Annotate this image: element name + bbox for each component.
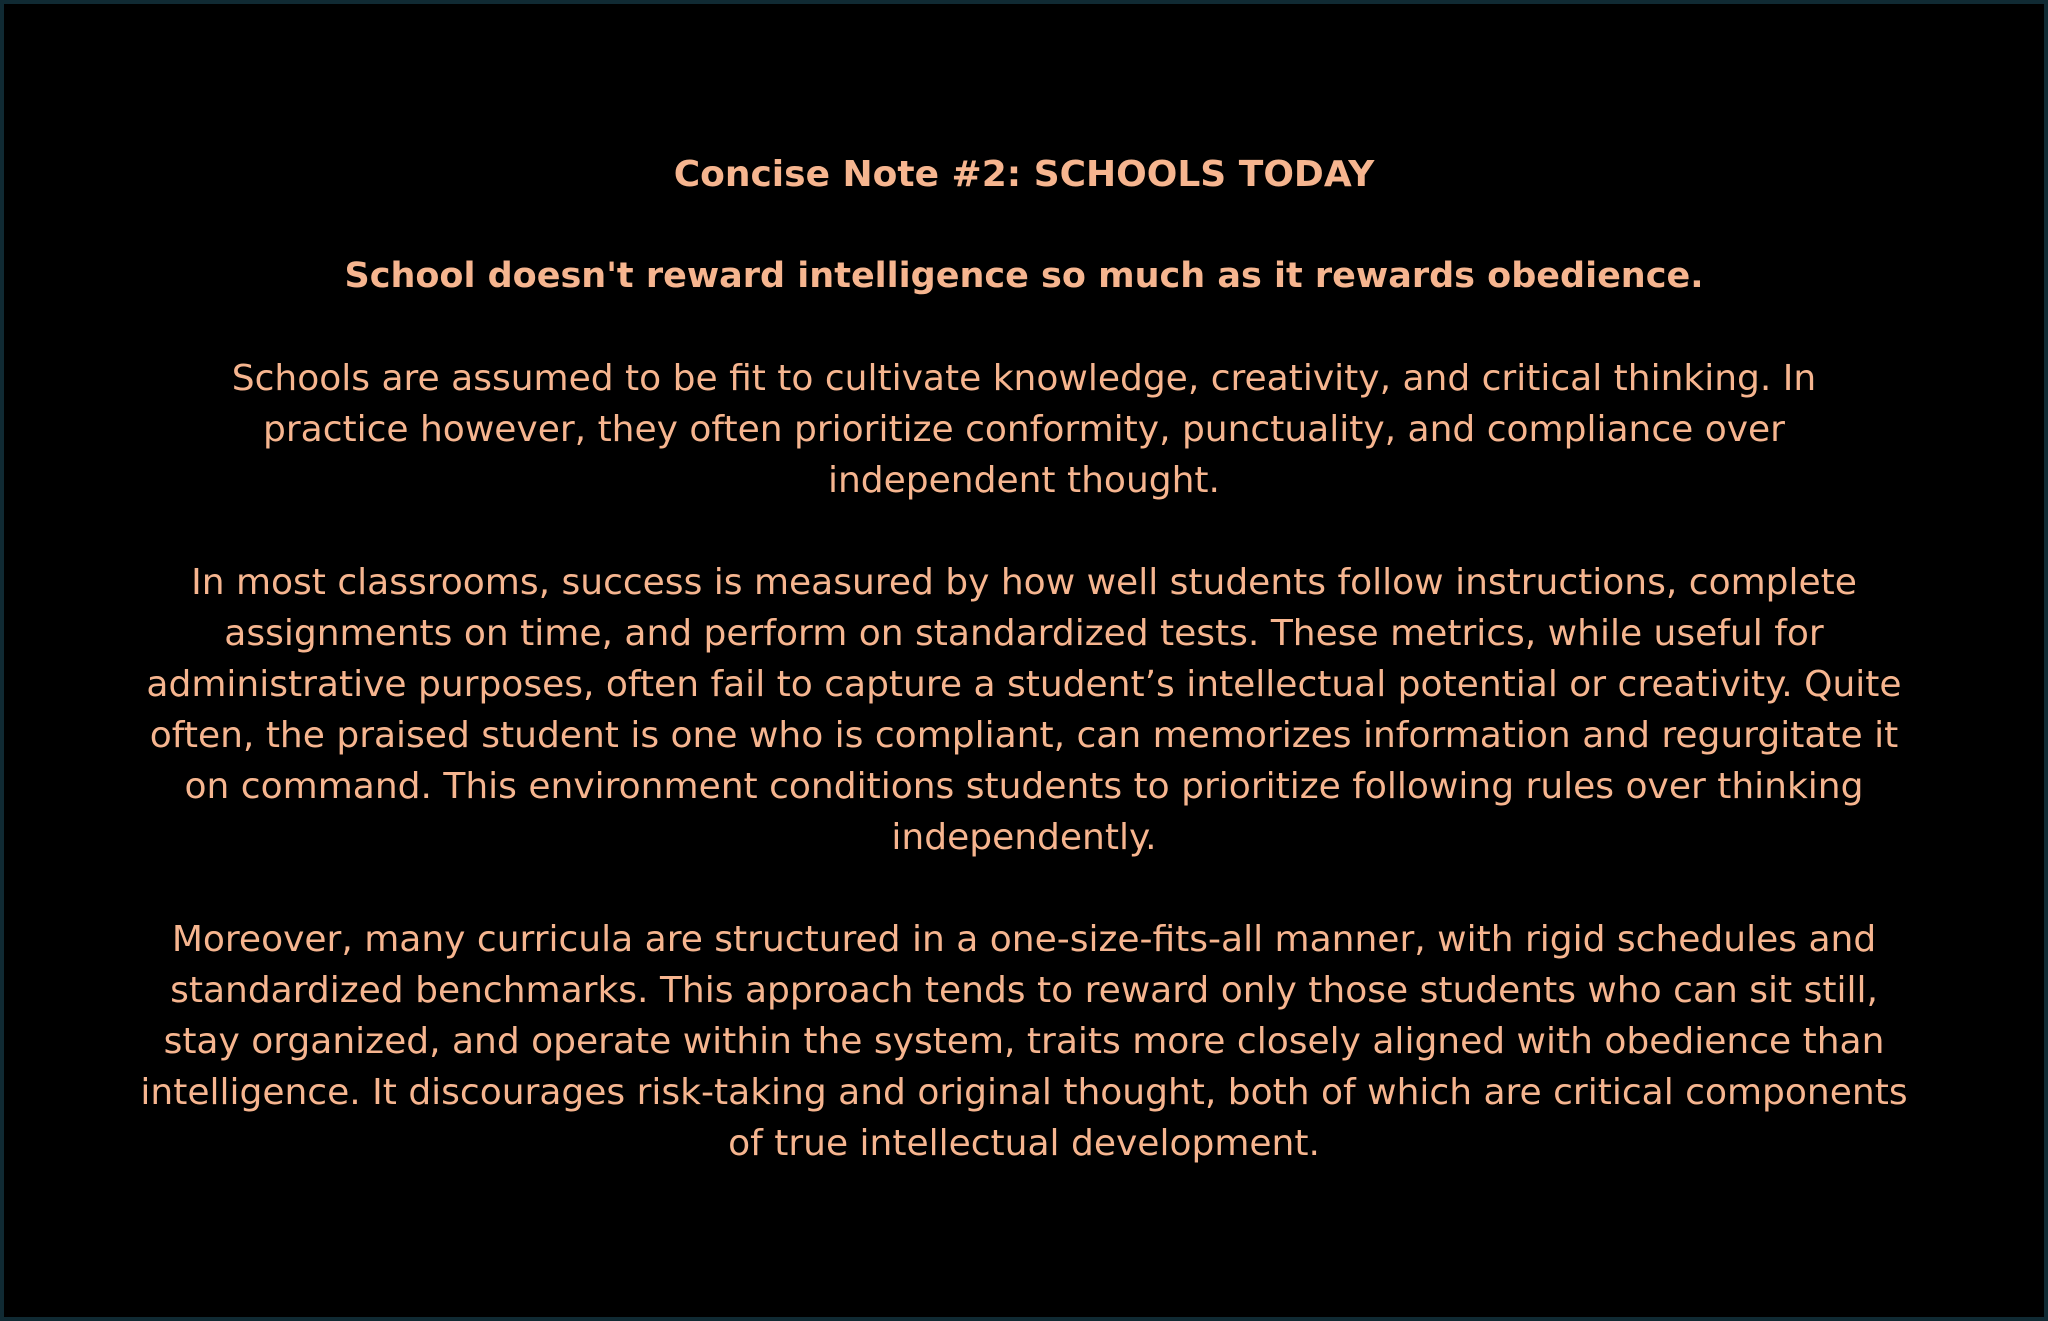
- note-paragraph-1: Schools are assumed to be fit to cultivate knowledge, creativity, and critical thinking. In practice however, they often prioritize conformity, punctuality, and compliance over independent thought.: [231, 358, 1817, 501]
- note-card: [4, 4, 2044, 1317]
- note-content: [4, 149, 2044, 1169]
- note-paragraph-2: In most classrooms, success is measured by how well students follow instructions, complete assignments on time, and perform on standardized tests. These metrics, while useful for administrative purposes, often fail to capture a student’s intellectual potential or creativity. Quite often, the praised student is one who is compliant, can memorizes information and regurgitate it on command. This environment conditions students to prioritize following rules over thinking independently.: [146, 562, 1902, 858]
- note-subtitle: School doesn't reward intelligence so much as it rewards obedience.: [344, 256, 1704, 296]
- note-paragraph-3: Moreover, many curricula are structured in a one-size-fits-all manner, with rigid schedules and standardized benchmarks. This approach tends to reward only those students who can sit still, stay organized, and operate within the system, traits more closely aligned with obedience than intelligence. It discourages risk-taking and original thought, both of which are critical components of true intellectual development.: [140, 919, 1908, 1164]
- note-title: Concise Note #2: SCHOOLS TODAY: [673, 154, 1375, 195]
